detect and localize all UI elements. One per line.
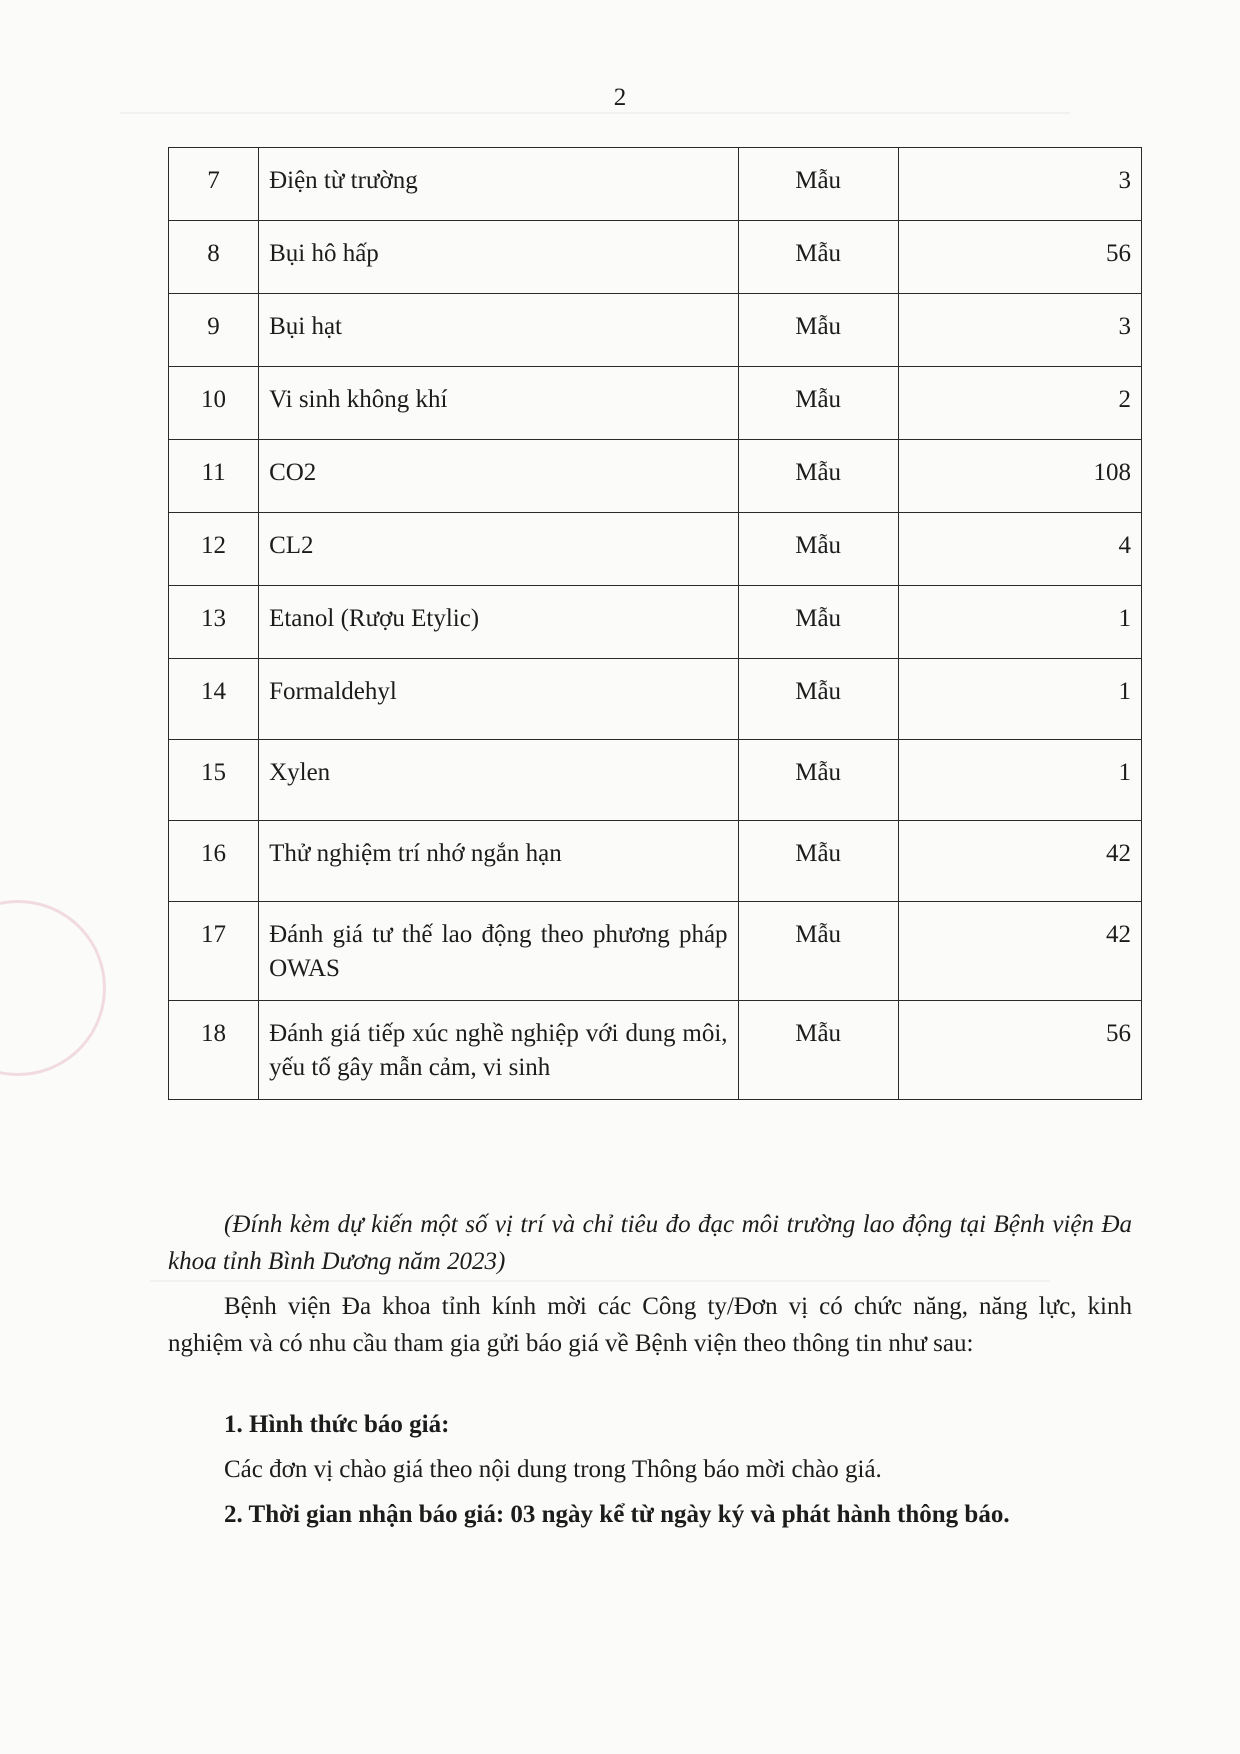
unit-label: Mẫu xyxy=(738,367,898,440)
item-name: Đánh giá tiếp xúc nghề nghiệp với dung môi, yếu tố gây mẫn cảm, vi sinh xyxy=(259,1001,738,1100)
unit-label: Mẫu xyxy=(738,294,898,367)
bleed-through-line xyxy=(120,112,1070,114)
quantity: 42 xyxy=(898,821,1141,902)
section-1-body: Các đơn vị chào giá theo nội dung trong Thông báo mời chào giá. xyxy=(224,1456,882,1483)
unit-label: Mẫu xyxy=(738,659,898,740)
row-number: 11 xyxy=(169,440,259,513)
row-number: 17 xyxy=(169,902,259,1001)
table-row xyxy=(169,740,1142,821)
quantity: 42 xyxy=(898,902,1141,1001)
item-name: Bụi hô hấp xyxy=(259,221,738,294)
table-row xyxy=(169,294,1142,367)
item-name: Bụi hạt xyxy=(259,294,738,367)
table-row xyxy=(169,221,1142,294)
section-2-text: 2. Thời gian nhận báo giá: 03 ngày kể từ ngày ký và phát hành thông báo. xyxy=(224,1501,1010,1528)
row-number: 9 xyxy=(169,294,259,367)
row-number: 8 xyxy=(169,221,259,294)
row-number: 13 xyxy=(169,586,259,659)
table-row xyxy=(169,659,1142,740)
quantity: 3 xyxy=(898,148,1141,221)
item-name: Formaldehyl xyxy=(259,659,738,740)
table-row xyxy=(169,440,1142,513)
item-name: Thử nghiệm trí nhớ ngắn hạn xyxy=(259,821,738,902)
quantity: 4 xyxy=(898,513,1141,586)
table-row xyxy=(169,902,1142,1001)
quantity: 3 xyxy=(898,294,1141,367)
unit-label: Mẫu xyxy=(738,902,898,1001)
quantity: 1 xyxy=(898,659,1141,740)
row-number: 12 xyxy=(169,513,259,586)
unit-label: Mẫu xyxy=(738,740,898,821)
table-row xyxy=(169,586,1142,659)
item-name: Điện từ trường xyxy=(259,148,738,221)
section-1-heading: 1. Hình thức báo giá: xyxy=(224,1411,450,1438)
table-row xyxy=(169,513,1142,586)
table-row xyxy=(169,821,1142,902)
table-row xyxy=(169,148,1142,221)
row-number: 10 xyxy=(169,367,259,440)
item-name: CO2 xyxy=(259,440,738,513)
item-name: Etanol (Rượu Etylic) xyxy=(259,586,738,659)
item-name: CL2 xyxy=(259,513,738,586)
row-number: 18 xyxy=(169,1001,259,1100)
unit-label: Mẫu xyxy=(738,1001,898,1100)
quantity: 108 xyxy=(898,440,1141,513)
table-row xyxy=(169,367,1142,440)
unit-label: Mẫu xyxy=(738,148,898,221)
row-number: 7 xyxy=(169,148,259,221)
unit-label: Mẫu xyxy=(738,513,898,586)
bleed-through-line xyxy=(150,1280,1050,1282)
unit-label: Mẫu xyxy=(738,221,898,294)
quantity: 1 xyxy=(898,586,1141,659)
unit-label: Mẫu xyxy=(738,821,898,902)
stamp-trace xyxy=(0,900,106,1076)
items-table xyxy=(168,147,1142,1100)
intro-paragraph: Bệnh viện Đa khoa tỉnh kính mời các Công ty/Đơn vị có chức năng, năng lực, kinh nghiệm và có nhu cầu tham gia gửi báo giá về Bệnh viện theo thông tin như sau: xyxy=(168,1293,1132,1357)
quantity: 56 xyxy=(898,221,1141,294)
item-name: Vi sinh không khí xyxy=(259,367,738,440)
item-name: Đánh giá tư thế lao động theo phương pháp OWAS xyxy=(259,902,738,1001)
row-number: 15 xyxy=(169,740,259,821)
row-number: 14 xyxy=(169,659,259,740)
quantity: 56 xyxy=(898,1001,1141,1100)
table-row xyxy=(169,1001,1142,1100)
unit-label: Mẫu xyxy=(738,586,898,659)
row-number: 16 xyxy=(169,821,259,902)
quantity: 1 xyxy=(898,740,1141,821)
unit-label: Mẫu xyxy=(738,440,898,513)
quantity: 2 xyxy=(898,367,1141,440)
attachment-note: (Đính kèm dự kiến một số vị trí và chỉ tiêu đo đạc môi trường lao động tại Bệnh viện Đa khoa tỉnh Bình Dương năm 2023) xyxy=(168,1211,1132,1275)
page-number: 2 xyxy=(613,84,627,111)
item-name: Xylen xyxy=(259,740,738,821)
